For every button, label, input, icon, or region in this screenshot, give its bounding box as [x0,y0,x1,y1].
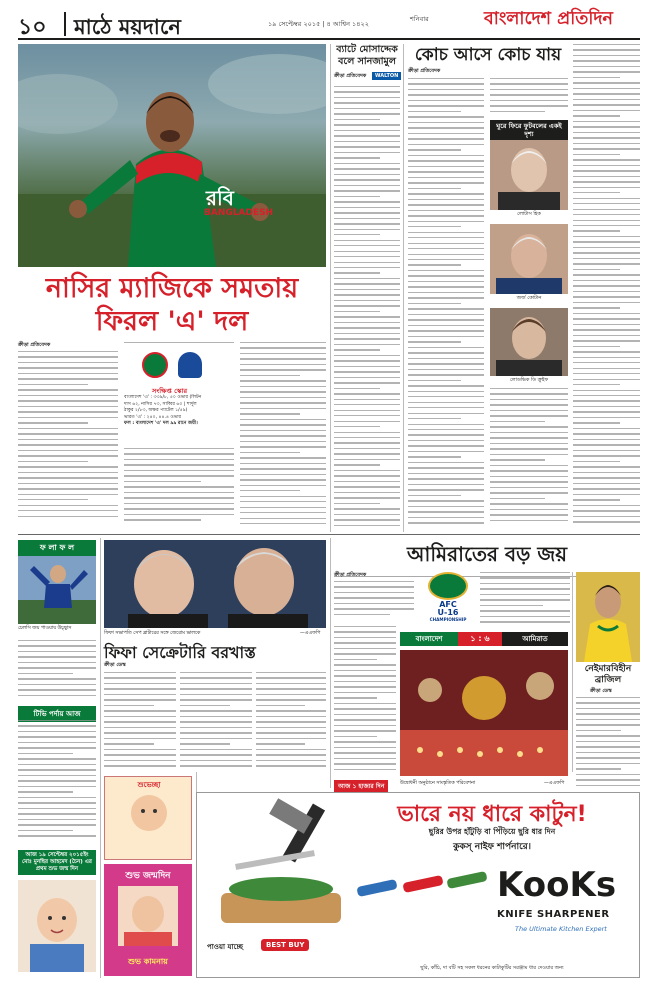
tv-box-title: টিভি পর্দায় আজ [18,706,96,722]
flash-caption: চেলসি জয় পাওয়ায় উচ্ছ্বাস [18,626,72,631]
mid-ad [104,776,192,860]
coach-photo-1 [490,140,568,210]
afc-headline: আমিরাতের বড় জয় [334,540,640,577]
hammer-cucumber-illustration [201,797,349,937]
flash-photo [18,556,96,624]
kooks-subline-2: কুকস্ নাইফ শার্পনারে। [453,842,531,852]
coach-caption-2: জর্জ কোটান [516,295,542,301]
score-right: আমিরাত [502,632,568,646]
coach-body-col1 [408,78,484,530]
flash-title: ফ লা ফ ল [18,540,96,557]
cricket-headline-line1: ব্যাটে মোসাদ্দেক [336,44,398,55]
afc-body-col1 [334,581,414,621]
coach-body-col2 [490,78,568,118]
date-line: ১৯ সেপ্টেম্বর ২০১৫ | ৪ আশ্বিন ১৪২২ [268,20,369,28]
bestbuy-logo: BEST BUY [261,939,309,951]
score-mid: ১ : ৬ [458,632,502,646]
cricket-body [334,86,400,532]
lead-headline: নাসির ম্যাজিকে সমতায় ফিরল 'এ' দল [45,273,299,337]
weekday: শনিবার [410,15,429,23]
fifa-body-col1 [104,672,176,772]
score-line: দাস ৬২, নাসির ৭৩, সাব্বির ৬০ | শার্দুল [124,401,197,407]
score-line: ফল : বাংলাদেশ 'এ' দল ৯৯ রানে জয়ী। [124,421,198,426]
sale-label: পাওয়া যাচ্ছে [207,943,244,951]
fifa-byline: ক্রীড়া ডেস্ক [104,662,126,668]
score-line: ঠাকুর ২/৮৩, অক্ষর প্যাটেল ১/৫৯) [124,408,188,413]
afc-logo [420,572,476,630]
flash-body [18,640,96,702]
coach-body-col3 [573,44,640,532]
lead-body-col1 [18,351,118,521]
neymar-photo [576,572,640,662]
fifa-headline: ফিফা সেক্রেটারি বরখাস্ত [104,643,256,662]
cricketer-illustration [18,44,326,267]
birthday-footer2: শুভ কামনায় [128,957,168,966]
fifa-credit: —এএফপি [300,631,321,636]
coach-body-col2b [490,388,568,532]
kooks-product: KNIFE SHARPENER [497,909,610,920]
afc-photo-caption: উদ্বোধনী অনুষ্ঠানে সাংস্কৃতিক পরিবেশনা [400,781,476,786]
coach-caption-1: লোটাস হিক [517,211,541,217]
scorecard-title: সংক্ষিপ্ত স্কোর [152,387,188,395]
masthead: বাংলাদেশ প্রতিদিন [484,9,613,29]
coach-photo-3 [490,308,568,376]
neymar-body [576,697,640,789]
jersey-text: রবি [206,186,234,210]
kooks-tagline: ভারে নয় ধারে কাটুন! [397,802,587,827]
coach-caption-3: লোডভিক ডি ক্রুইফ [509,377,549,383]
bcci-logo [178,352,202,378]
coach-photo-2 [490,224,568,294]
kooks-brand: KooKs [497,865,617,905]
mid-ad-title: শুভেচ্ছা [137,781,161,789]
afc-body-left [334,626,396,776]
neymar-byline: ক্রীড়া ডেস্ক [590,688,612,694]
birthday-ad [104,864,192,976]
section-title: মাঠে ময়দানে [74,15,181,39]
page-number: ১০ [18,15,47,40]
scorecard [124,395,234,428]
fifa-photo-caption: ফিফা সভাপতি সেপ ব্লাটারের সঙ্গে জেরোম ভালকে [104,631,201,636]
kooks-ad [196,792,640,978]
afc-logo-sub: U-16 [437,608,459,617]
afc-logo-sub2: CHAMPIONSHIP [429,617,467,622]
fifa-photo [104,540,326,628]
lead-photo [18,44,326,267]
tv-body [18,720,96,844]
coach-box-title: ঘুরে ফিরে ফুটবলের একই দৃশ্য [490,120,568,140]
fifa-body-col3 [256,672,326,772]
page-header [18,10,640,40]
coach-headline: কোচ আসে কোচ যায় [414,45,562,65]
fifa-body-col2 [180,672,252,772]
afc-logo-text: AFC [439,600,457,609]
lead-body-col2 [124,342,234,350]
birthday-baby-photo [18,880,96,972]
afc-credit: —এএফপি [544,781,565,786]
kooks-footer: ছুরি, কাঁচি, দা বটি সহ সকল ধরনের কাটাকুটির সরঞ্জাম ধার দেওয়ার জন্য [420,965,564,971]
afc-schedule: আজ ১ হাজার দিন [334,780,388,793]
lead-body-col2b [124,448,234,528]
afc-ceremony-photo [400,650,568,776]
birthday-ad-footer: আজ ১৯ সেপ্টেম্বর ২০১৫ইং মোঃ মুনছির আহমেদ (চৈন) এর প্রথম শুভ জন্ম দিন [18,850,96,875]
score-line: ভারত 'এ' : ২৪০, ৪৪.৪ ওভার [124,414,182,420]
lead-body-col3 [240,342,326,530]
kooks-subline: ছুরির উপর হাঁটুড়ি বা পিঁড়িয়ে ছুরি ধার দিন [428,827,556,836]
kooks-slogan: The Ultimate Kitchen Expert [515,925,607,933]
jersey-text-2: BANGLADESH [204,208,274,218]
cricket-byline: ক্রীড়া প্রতিবেদক [334,73,367,79]
afc-body-col2 [480,572,570,630]
afc-byline: ক্রীড়া প্রতিবেদক [334,572,367,578]
neymar-headline: নেইমারবিহীন ব্রাজিল [584,664,632,685]
bcb-logo [142,352,168,378]
birthday-title: শুভ জন্মদিন [125,871,171,881]
sharpener-illustration [353,853,493,913]
cricket-headline-line2: বলে সানজামুল [338,56,396,67]
score-left: বাংলাদেশ [400,632,458,646]
cricket-headline [334,44,400,68]
walton-logo: WALTON [372,72,401,80]
score-line: বাংলাদেশ 'এ' : ৩৩৯/৮, ৫০ ওভার (লিটন [124,395,202,400]
lead-byline: ক্রীড়া প্রতিবেদক [18,342,51,348]
coach-byline: ক্রীড়া প্রতিবেদক [408,68,441,74]
afc-score-banner [400,632,568,646]
